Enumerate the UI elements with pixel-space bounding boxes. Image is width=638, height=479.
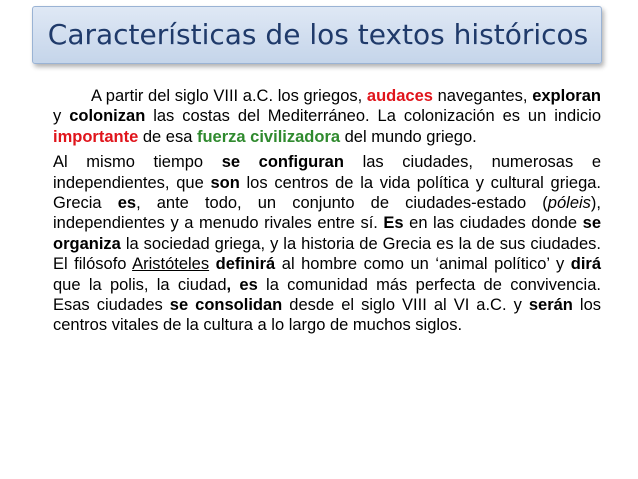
p2-text-5: los centros de la vida política y cultural griega. Grecia	[53, 173, 602, 213]
p1-text-5: y	[53, 107, 70, 126]
p2-text-17: al hombre como un ‘animal político’ y	[275, 255, 571, 274]
p1-bold-exploran: exploran	[532, 87, 601, 105]
p1-text-1: A partir del siglo VIII a.C. los griegos,	[91, 87, 367, 105]
p2-underline-aristoteles: Aristóteles	[132, 255, 210, 274]
p2-text-1: Al mismo tiempo	[53, 153, 222, 172]
p2-text-11: en las ciudades donde	[403, 214, 583, 233]
p1-bold-colonizan: colonizan	[69, 107, 146, 126]
p2-bold-es: es	[117, 194, 137, 213]
p2-italic-poleis: póleis	[547, 194, 591, 213]
paragraph-2	[53, 152, 601, 336]
p2-text-25: los centros vitales de la cultura a lo largo de muchos siglos.	[53, 296, 602, 335]
p2-bold-son: son	[210, 173, 240, 192]
p2-text-7: , ante todo, un conjunto de ciudades-estado (	[136, 194, 548, 213]
p2-bold-dira: dirá	[570, 255, 601, 274]
p2-text-13: la sociedad griega, y la historia de Grecia es la de sus ciudades. El filósofo	[53, 234, 601, 274]
p2-bold-Es: Es	[383, 214, 404, 233]
p1-text-11: del mundo griego.	[340, 127, 477, 146]
p1-text-7: las costas del Mediterráneo. La colonización es un indicio	[145, 107, 601, 126]
p2-bold-seran: serán	[528, 296, 573, 315]
p2-bold-se-configuran: se configuran	[221, 153, 344, 172]
p1-highlight-importante: importante	[53, 127, 139, 146]
p2-text-9: ), independientes y a menudo rivales entre sí.	[53, 194, 602, 233]
title-box	[32, 6, 602, 64]
p2-bold-se-consolidan: se consolidan	[169, 296, 283, 315]
p2-text-23: desde el siglo VIII al VI a.C. y	[282, 296, 529, 315]
p2-text-3: las ciudades, numerosas e independientes, que	[53, 153, 602, 192]
p1-highlight-audaces: audaces	[366, 87, 433, 105]
p2-bold-definira: definirá	[215, 255, 276, 274]
slide-title: Características de los textos históricos	[47, 18, 589, 51]
p1-text-9: de esa	[138, 127, 197, 146]
p1-text-3: navegantes,	[432, 87, 533, 105]
body-text	[53, 86, 601, 336]
p1-highlight-fuerza: fuerza civilizadora	[196, 127, 341, 146]
p2-bold-se-organiza: se organiza	[53, 214, 601, 253]
p2-bold-coma-es: , es	[226, 275, 258, 294]
paragraph-1	[53, 86, 601, 147]
p2-text-19: que la polis, la ciudad	[53, 275, 227, 294]
p2-text-21: la comunidad más perfecta de convivencia. Esas ciudades	[53, 275, 601, 315]
